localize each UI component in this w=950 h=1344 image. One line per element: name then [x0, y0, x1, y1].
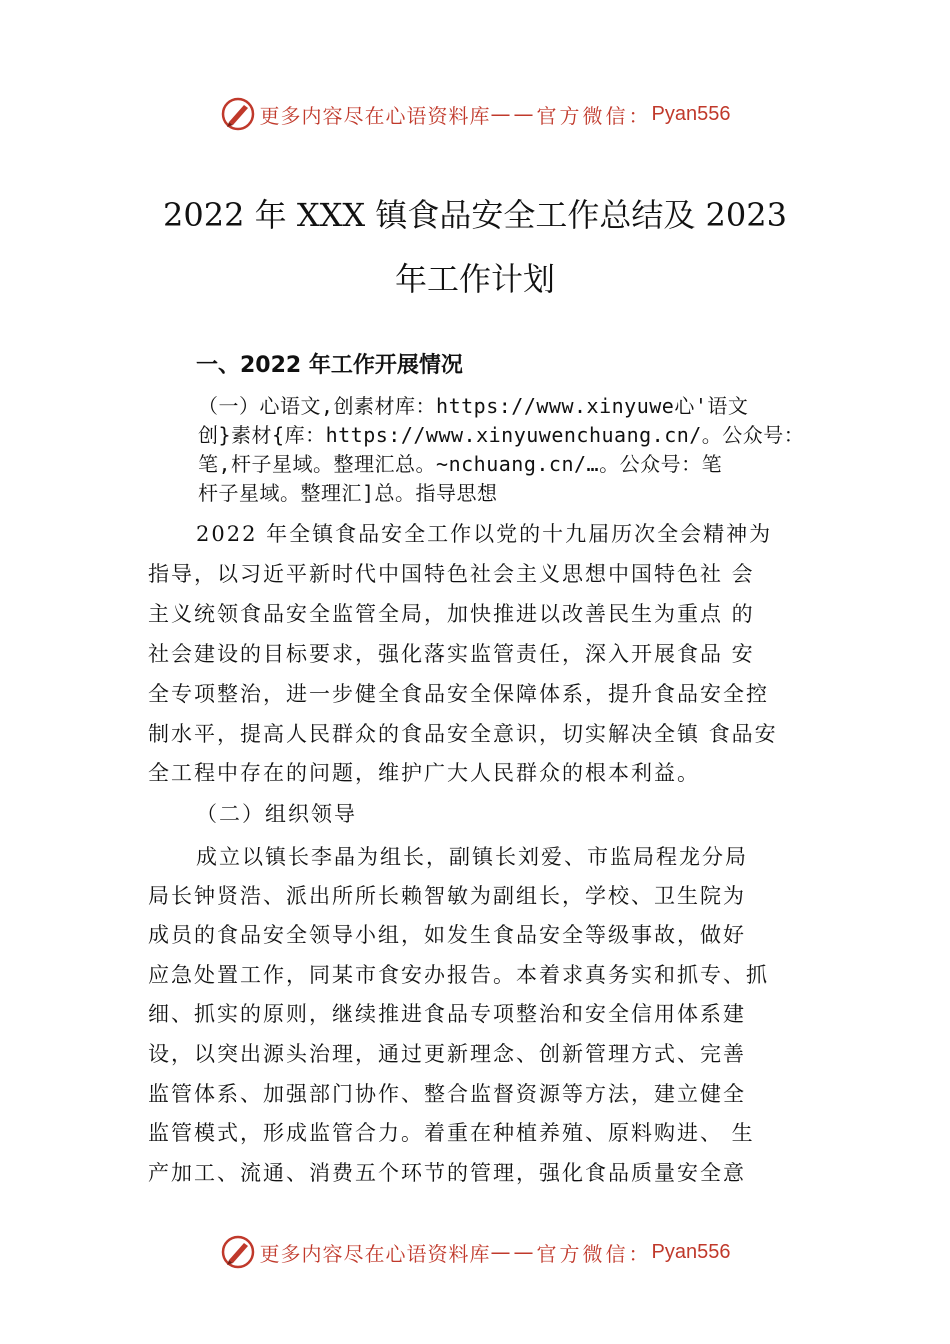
- watermark-wechat-label: 官方微信：: [536, 1241, 652, 1266]
- watermark-wechat-label: 官方微信：: [536, 103, 652, 128]
- paragraph-2-line: 成立以镇长李晶为组长，副镇长刘爱、市监局程龙分局: [196, 845, 748, 869]
- paragraph-1-line: 指导，以习近平新时代中国特色社会主义思想中国特色社 会: [148, 562, 755, 586]
- paragraph-2-line: 局长钟贤浩、派出所所长赖智敏为副组长，学校、卫生院为: [148, 884, 746, 908]
- document-title-line-1: 2022 年 XXX 镇食品安全工作总结及 2023: [163, 196, 787, 234]
- paragraph-1-line: 全专项整治，进一步健全食品安全保障体系，提升食品安全控: [148, 682, 769, 706]
- meta-line: 笔,杆子星域。整理汇总。~nchuang.cn/…。公众号：笔: [198, 452, 723, 476]
- paragraph-1-line: 制水平，提高人民群众的食品安全意识，切实解决全镇 食品安: [148, 722, 778, 746]
- paragraph-2-line: 设，以突出源头治理，通过更新理念、创新管理方式、完善: [148, 1042, 746, 1066]
- paragraph-2-line: 细、抓实的原则，继续推进食品专项整治和安全信用体系建: [148, 1002, 746, 1026]
- section-heading-2: （二）组织领导: [196, 802, 357, 826]
- paragraph-1-line: 社会建设的目标要求，强化落实监管责任，深入开展食品 安: [148, 642, 755, 666]
- watermark-site-text: 更多内容尽在心语资料库: [259, 103, 491, 128]
- paragraph-1-line: 主义统领食品安全监管全局，加快推进以改善民生为重点 的: [148, 602, 755, 626]
- document-title-line-2: 年工作计划: [394, 260, 555, 298]
- watermark-wechat-id: Pyan556: [651, 102, 731, 125]
- paragraph-2-line: 监管体系、加强部门协作、整合监督资源等方法，建立健全: [148, 1082, 746, 1106]
- pen-logo-icon: [220, 1234, 256, 1270]
- meta-line: 杆子星域。整理汇]总。指导思想: [198, 481, 498, 505]
- paragraph-2-line: 成员的食品安全领导小组，如发生食品安全等级事故，做好: [148, 923, 746, 947]
- watermark-wechat-id: Pyan556: [651, 1240, 731, 1263]
- footer-watermark: [0, 1232, 950, 1272]
- paragraph-2-line: 产加工、流通、消费五个环节的管理，强化食品质量安全意: [148, 1161, 746, 1185]
- watermark-dash: ——: [490, 102, 537, 126]
- watermark-site-text: 更多内容尽在心语资料库: [259, 1241, 491, 1266]
- watermark-dash: ——: [490, 1240, 537, 1264]
- section-heading-1: 一、2022 年工作开展情况: [196, 353, 463, 378]
- paragraph-1-line: 全工程中存在的问题，维护广大人民群众的根本利益。: [148, 761, 700, 785]
- meta-line: 创}素材{库：https://www.xinyuwenchuang.cn/。公众号：: [198, 423, 805, 447]
- meta-line: （一）心语文,创素材库：https://www.xinyuwe心'语文: [198, 394, 749, 418]
- paragraph-1-line: 2022 年全镇食品安全工作以党的十九届历次全会精神为: [196, 522, 773, 546]
- pen-logo-icon: [220, 96, 256, 132]
- header-watermark: [0, 94, 950, 134]
- paragraph-2-line: 应急处置工作，同某市食安办报告。本着求真务实和抓专、抓: [148, 963, 769, 987]
- paragraph-2-line: 监管模式，形成监管合力。着重在种植养殖、原料购进、 生: [148, 1121, 755, 1145]
